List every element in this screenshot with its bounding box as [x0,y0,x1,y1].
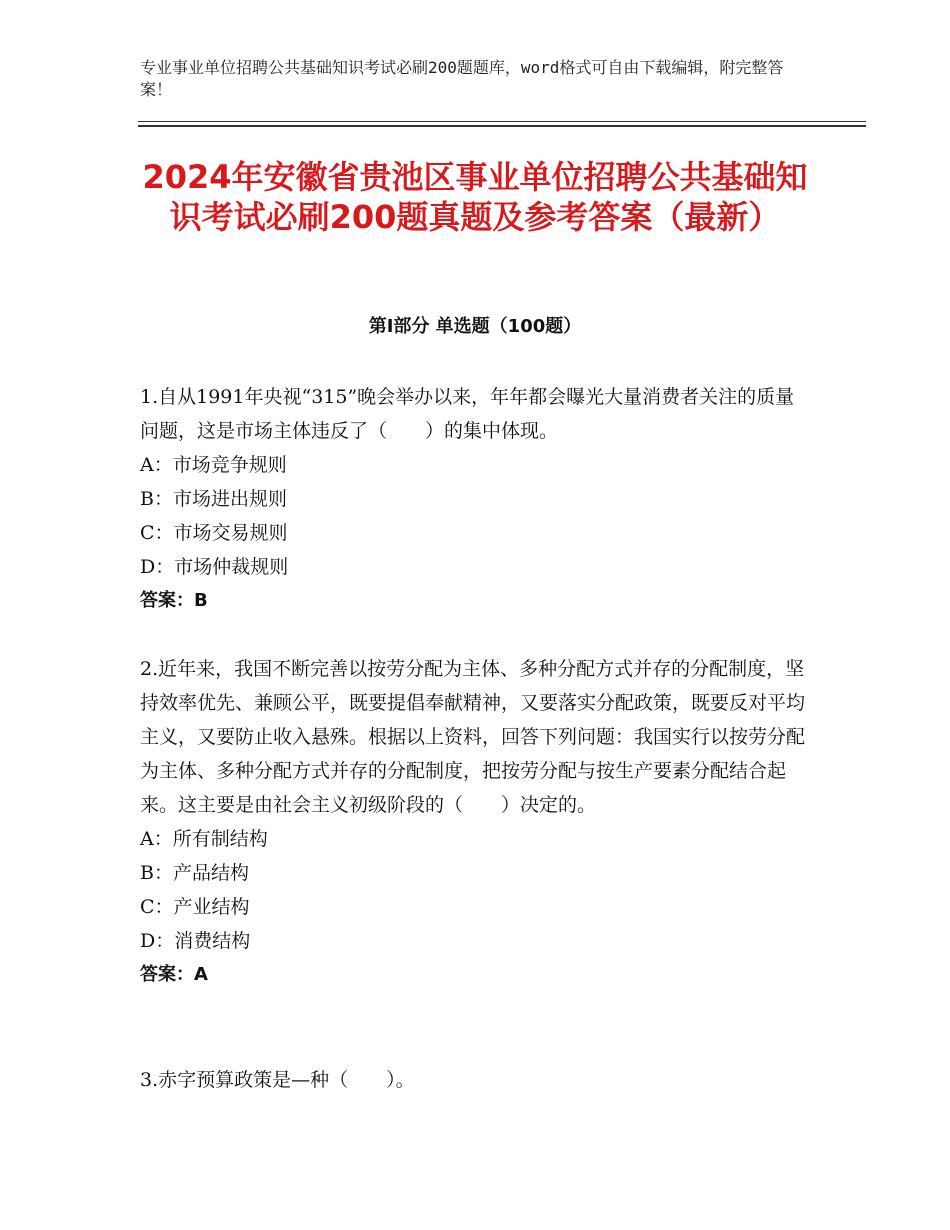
question-stem: 2.近年来，我国不断完善以按劳分配为主体、多种分配方式并存的分配制度，坚持效率优先、兼顾公平，既要提倡奉献精神，又要落实分配政策，既要反对平均主义，又要防止收入悬殊。根据以上资料，回答下列问题：我国实行以按劳分配为主体、多种分配方式并存的分配制度，把按劳分配与按生产要素分配结合起来。这主要是由社会主义初级阶段的（ ）决定的。 [140,658,806,816]
answer-label: 答案：A [140,964,208,985]
document-title: 2024年安徽省贵池区事业单位招聘公共基础知识考试必刷200题真题及参考答案（最新） [142,158,808,236]
header-divider-thick [138,125,866,127]
question-stem: 1.自从1991年央视“315”晚会举办以来，年年都会曝光大量消费者关注的质量问题，这是市场主体违反了（ ）的集中体现。 [140,386,795,442]
question-1 [140,380,805,618]
option-d: D：市场仲裁规则 [140,556,289,578]
header-note: 专业事业单位招聘公共基础知识考试必刷200题题库，word格式可自由下载编辑，附完整答案！ [140,58,784,99]
question-2 [140,652,805,992]
answer-label: 答案：B [140,590,208,611]
option-b: B：产品结构 [140,862,249,884]
option-d: D：消费结构 [140,930,251,952]
question-stem: 3.赤字预算政策是—种（ ）。 [140,1069,415,1091]
option-c: C：市场交易规则 [140,522,288,544]
option-a: A：市场竞争规则 [140,454,287,476]
option-b: B：市场进出规则 [140,488,287,510]
option-a: A：所有制结构 [140,828,268,850]
option-c: C：产业结构 [140,896,250,918]
header-divider-thin [138,121,866,122]
section-title: 第Ⅰ部分 单选题（100题） [368,316,582,337]
question-3 [140,1063,805,1097]
